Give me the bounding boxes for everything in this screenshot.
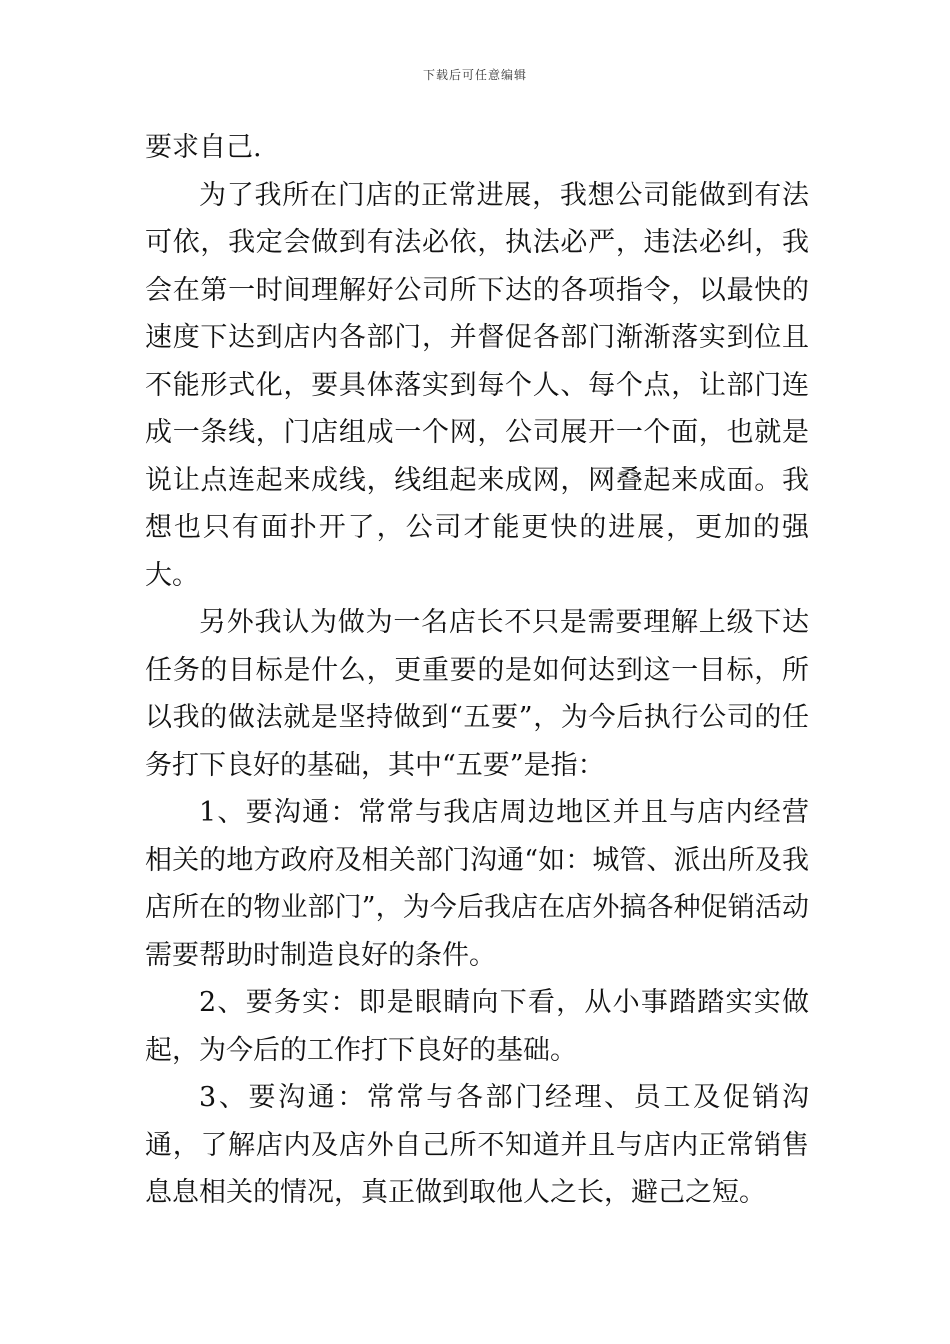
list-item-3: 3、要沟通：常常与各部门经理、员工及促销沟通，了解店内及店外自己所不知道并且与店内正常销售息息相关的情况，真正做到取他人之长，避己之短。 — [145, 1082, 809, 1208]
paragraph-continuation: 要求自己. — [145, 132, 262, 163]
paragraph-five-musts-intro: 另外我认为做为一名店长不只是需要理解上级下达任务的目标是什么，更重要的是如何达到这一目标，所以我的做法就是坚持做到“五要”，为今后执行公司的任务打下良好的基础，其中“五要”是指： — [145, 607, 809, 781]
list-item-1: 1、要沟通：常常与我店周边地区并且与店内经营相关的地方政府及相关部门沟通“如：城管、派出所及我店所在的物业部门”，为今后我店在店外搞各种促销活动需要帮助时制造良好的条件。 — [145, 797, 809, 971]
document-body — [145, 124, 809, 1217]
list-item-2: 2、要务实：即是眼睛向下看，从小事踏踏实实做起，为今后的工作打下良好的基础。 — [145, 987, 809, 1066]
page-header-note: 下载后可任意编辑 — [422, 68, 527, 82]
paragraph-store-development: 为了我所在门店的正常进展，我想公司能做到有法可依，我定会做到有法必依，执法必严，违法必纠，我会在第一时间理解好公司所下达的各项指令，以最快的速度下达到店内各部门，并督促各部门渐渐落实到位且不能形式化，要具体落实到每个人、每个点，让部门连成一条线，门店组成一个网，公司展开一个面，也就是说让点连起来成线，线组起来成网，网叠起来成面。我想也只有面扑开了，公司才能更快的进展，更加的强大。 — [145, 179, 809, 591]
